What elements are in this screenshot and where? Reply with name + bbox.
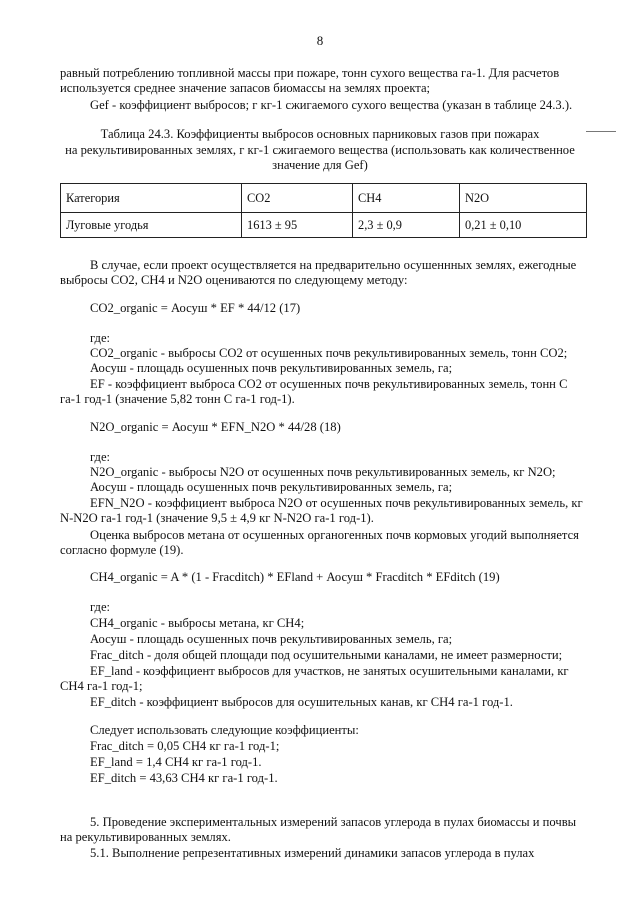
- def-line: Frac_ditch - доля общей площади под осушительными каналами, не имеет размерности;: [90, 648, 563, 662]
- section-5-heading-cont: на рекультивированных землях.: [60, 830, 231, 844]
- scan-artifact-line: [586, 131, 616, 132]
- coefficients-heading: Следует использовать следующие коэффициенты:: [90, 723, 359, 737]
- def-line: Аосуш - площадь осушенных почв рекультивированных земель, га;: [90, 480, 453, 494]
- table-header-cell: CO2: [242, 184, 353, 213]
- where-label: где:: [90, 450, 111, 464]
- def-line: Аосуш - площадь осушенных почв рекультивированных земель, га;: [90, 632, 453, 646]
- def-line: CH4 га-1 год-1;: [60, 679, 143, 693]
- def-line: EFN_N2O - коэффициент выброса N2O от осушенных почв рекультивированных земель, кг: [90, 496, 583, 510]
- coefficient-line: EF_ditch = 43,63 CH4 кг га-1 год-1.: [90, 771, 278, 785]
- table-header-row: [61, 184, 587, 213]
- table-cell: Луговые угодья: [61, 213, 242, 238]
- intro-line-2: используется среднее значение запасов биомассы на землях проекта;: [60, 81, 431, 95]
- page-number: 8: [316, 33, 324, 48]
- def-line: N2O_organic - выбросы N2O от осушенных почв рекультивированных земель, кг N2O;: [90, 465, 556, 479]
- def-line: CO2_organic - выбросы CO2 от осушенных почв рекультивированных земель, тонн CO2;: [90, 346, 568, 360]
- table-caption-line-1: Таблица 24.3. Коэффициенты выбросов основных парниковых газов при пожарах: [100, 127, 540, 141]
- def-line: EF_ditch - коэффициент выбросов для осушительных канав, кг CH4 га-1 год-1.: [90, 695, 513, 709]
- coefficient-line: EF_land = 1,4 CH4 кг га-1 год-1.: [90, 755, 262, 769]
- def-line: EF_land - коэффициент выбросов для участков, не занятых осушительными каналами, кг: [90, 664, 569, 678]
- where-label: где:: [90, 331, 111, 345]
- body-para-2: Оценка выбросов метана от осушенных органогенных почв кормовых угодий выполняется: [90, 528, 579, 542]
- def-line: CH4_organic - выбросы метана, кг CH4;: [90, 616, 305, 630]
- where-label: где:: [90, 600, 111, 614]
- table-header-cell: CH4: [353, 184, 460, 213]
- section-5-1: 5.1. Выполнение репрезентативных измерений динамики запасов углерода в пулах: [90, 846, 535, 860]
- table-caption-line-2: на рекультивированных землях, г кг-1 сжигаемого вещества (использовать как количественное: [65, 143, 575, 157]
- section-5-heading: 5. Проведение экспериментальных измерений запасов углерода в пулах биомассы и почвы: [90, 815, 577, 829]
- body-para-1: В случае, если проект осуществляется на предварительно осушеннных землях, ежегодные: [90, 258, 577, 272]
- table-header-cell: Категория: [61, 184, 242, 213]
- table-caption-line-3: значение для Gef): [272, 158, 368, 172]
- formula-19: CH4_organic = A * (1 - Fracditch) * EFland + Аосуш * Fracditch * EFditch (19): [90, 570, 500, 584]
- def-line: EF - коэффициент выброса CO2 от осушенных почв рекультивированных земель, тонн C: [90, 377, 568, 391]
- table-cell: 2,3 ± 0,9: [353, 213, 460, 238]
- coefficient-line: Frac_ditch = 0,05 CH4 кг га-1 год-1;: [90, 739, 280, 753]
- emission-factors-table: [60, 183, 587, 238]
- intro-line-1: равный потреблению топливной массы при пожаре, тонн сухого вещества га-1. Для расчетов: [60, 66, 560, 80]
- formula-18: N2O_organic = Аосуш * EFN_N2O * 44/28 (18): [90, 420, 341, 434]
- def-line: га-1 год-1 (значение 5,82 тонн C га-1 год-1).: [60, 392, 295, 406]
- def-line: N-N2O га-1 год-1 (значение 9,5 ± 4,9 кг N-N2O га-1 год-1).: [60, 511, 374, 525]
- body-para-2b: согласно формуле (19).: [60, 543, 184, 557]
- formula-17: CO2_organic = Аосуш * EF * 44/12 (17): [90, 301, 301, 315]
- table-cell: 1613 ± 95: [242, 213, 353, 238]
- intro-line-3: Gef - коэффициент выбросов; г кг-1 сжигаемого сухого вещества (указан в таблице 24.3.).: [90, 98, 573, 112]
- table-row: [61, 213, 587, 238]
- def-line: Аосуш - площадь осушенных почв рекультивированных земель, га;: [90, 361, 453, 375]
- table-cell: 0,21 ± 0,10: [460, 213, 587, 238]
- table-header-cell: N2O: [460, 184, 587, 213]
- body-para-1b: выбросы CO2, CH4 и N2O оцениваются по следующему методу:: [60, 273, 408, 287]
